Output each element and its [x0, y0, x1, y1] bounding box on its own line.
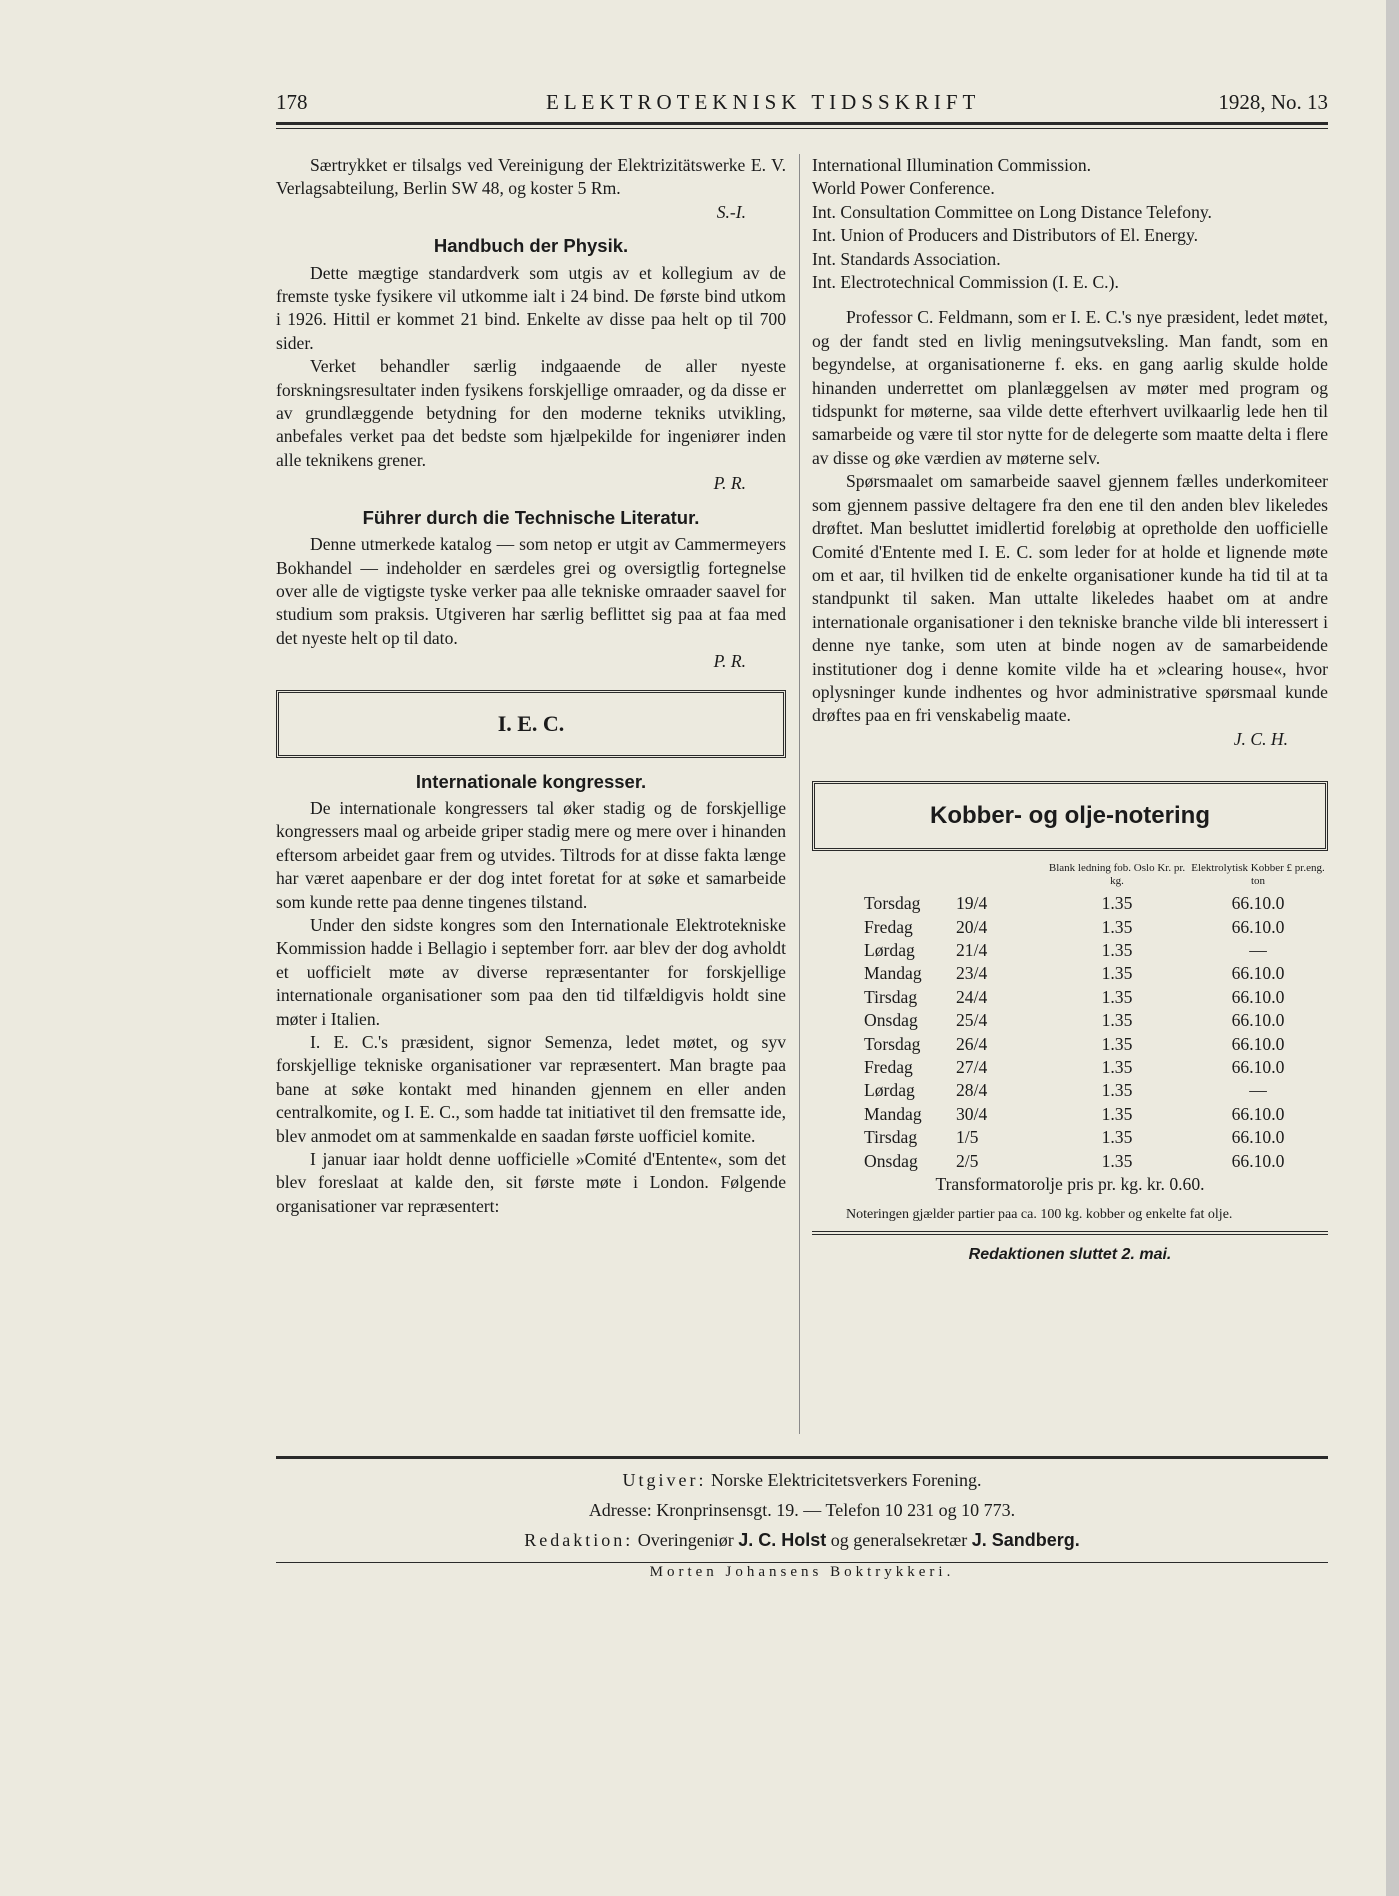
organisation-item: Int. Electrotechnical Commission (I. E. C.). [812, 272, 1119, 293]
kobber-section-box: Kobber- og olje-notering [812, 781, 1328, 851]
header-rule-thin [276, 128, 1328, 129]
publisher-value: Norske Elektricitetsverkers Forening. [711, 1470, 982, 1490]
kongresser-heading: Internationale kongresser. [415, 770, 647, 792]
left-column [276, 154, 786, 1218]
price-table [812, 861, 1328, 1173]
physik-signature: P. R. [713, 473, 746, 494]
organisation-item: Int. Consultation Committee on Long Distance Telefony. [812, 201, 1212, 222]
col-header-elektrolytisk: Elektrolytisk Kobber £ pr.eng. ton [1191, 862, 1325, 888]
masthead-footer [276, 1465, 1328, 1555]
table-row: Lørdag 21/4 1.35 — [864, 939, 1267, 960]
table-row: Fredag 20/4 1.35 66.10.0 [864, 916, 1285, 937]
editor-name-1: J. C. Holst [738, 1530, 827, 1550]
printer-imprint: Morten Johansens Boktrykkeri. [649, 1564, 955, 1580]
organisation-item: World Power Conference. [812, 178, 995, 199]
iec-section-box: I. E. C. [276, 690, 786, 758]
publisher-label: Utgiver: [622, 1470, 707, 1490]
editors-label: Redaktion: [524, 1530, 634, 1550]
transformator-price: Transformatorolje pris pr. kg. kr. 0.60. [935, 1174, 1205, 1195]
right-column [812, 154, 1328, 1267]
physik-paragraph-1: Dette mægtige standardverk som utgis av et kollegium av de fremste tyske fysikere vil utkomme ialt i 24 bind. De første bind utkom i 1926. Hittil er kommet 21 bind. Enkelte av disse paa helt op til 700 sider. [276, 262, 786, 353]
address-value: Kronprinsensgt. 19. — Telefon 10 231 og 10 773. [656, 1500, 1016, 1520]
table-row: Fredag 27/4 1.35 66.10.0 [864, 1057, 1285, 1077]
organisation-item: Int. Standards Association. [812, 248, 1001, 269]
kongresser-paragraph-2: Under den sidste kongres som den Internationale Elektrotekniske Kommission hadde i Bellagio i september forr. aar blev der dog avholdt et uofficielt møte av diverse repræsentanter for forskjellige internationale organisationer som paa den tid tilfældigvis holdt sine møter i Italien. [276, 914, 786, 1029]
table-row: Torsdag 19/4 1.35 66.10.0 [864, 893, 1285, 914]
intro-signature: S.-I. [716, 201, 746, 222]
table-row: Torsdag 26/4 1.35 66.10.0 [864, 1033, 1285, 1054]
printer-rule [276, 1562, 1328, 1563]
closing-rule-2 [812, 1234, 1328, 1235]
kongresser-paragraph-4: I januar iaar holdt denne uofficielle »Comité d'Entente«, som det blev foreslaat at kalde den, sit første møte i London. Følgende organisationer var repræsentert: [276, 1149, 786, 1216]
samarbeide-paragraph: Spørsmaalet om samarbeide saavel gjennem fælles underkomiteer som gjennem passive deltagere fra den ene til den anden blev likeledes drøftet. Man besluttet imidlertid foreløbig at opretholde den uofficielle Comité d'Entente med I. E. C. som leder for at holde et lignende møte om et aar, til hvilken tid de enkelte organisationer kunde ha tid til at ta standpunkt til saken. Man uttalte likeledes haabet om at andre internationale organisationer i den tekniske branche vilde bli interessert i denne nye tanke, som uten at binde nogen av de samarbeidende institutioner dog i denne komite vilde ha et »clearing house«, hvor oplysninger kunde indhentes og hvor administrative spørsmaal kunde drøftes paa en fri venskabelig maate. [812, 471, 1328, 726]
editor-name-2: J. Sandberg. [971, 1530, 1080, 1550]
editors-mid: og generalsekretær [830, 1530, 968, 1550]
fuhrer-signature: P. R. [713, 651, 746, 672]
table-row: Lørdag 28/4 1.35 — [864, 1080, 1267, 1101]
col-header-blank-ledning: Blank ledning fob. Oslo Kr. pr. kg. [1048, 862, 1186, 888]
closing-rule [812, 1231, 1328, 1232]
intro-paragraph: Særtrykket er tilsalgs ved Vereinigung der Elektrizitätswerke E. V. Verlagsabteilung, Berlin SW 48, og koster 5 Rm. [276, 155, 786, 199]
column-separator [799, 154, 800, 1434]
publisher-line [276, 1465, 1328, 1495]
journal-title: ELEKTROTEKNISK TIDSSKRIFT [546, 90, 981, 114]
address-label: Adresse: [588, 1500, 652, 1520]
table-row: Onsdag 2/5 1.35 66.10.0 [864, 1150, 1285, 1171]
organisation-item: International Illumination Commission. [812, 155, 1092, 175]
table-row: Tirsdag 1/5 1.35 66.10.0 [864, 1127, 1285, 1148]
kongresser-paragraph-3: I. E. C.'s præsident, signor Semenza, ledet møtet, og syv forskjellige tekniske organisationer var repræsentert. Man bragte paa bane at søke kontakt med hinanden gjennem en eller anden centralkomite, og I. E. C., som hadde tat initiativet til den fremsatte ide, blev anmodet om at sammenkalde en saadan første uofficiel komite. [276, 1032, 786, 1146]
editorial-closed-note: Redaktionen sluttet 2. mai. [968, 1246, 1172, 1264]
fuhrer-paragraph: Denne utmerkede katalog — som netop er utgit av Cammermeyers Bokhandel — indeholder en særdeles grei og oversigtlig fortegnelse over alle de vigtigste tyske verker paa alle tekniske omraader saavel for studium som praksis. Utgiveren har særlig beflittet sig paa at faa med det nyeste helt op til dato. [276, 534, 786, 648]
header-rule [276, 122, 1328, 125]
organisation-list [812, 154, 1328, 294]
issue-number: 1928, No. 13 [1218, 90, 1328, 114]
table-row: Tirsdag 24/4 1.35 66.10.0 [864, 986, 1285, 1007]
address-line [276, 1495, 1328, 1525]
fuhrer-heading: Führer durch die Technische Literatur. [362, 506, 700, 528]
organisation-item: Int. Union of Producers and Distributors of El. Energy. [812, 225, 1199, 246]
price-note: Noteringen gjælder partier paa ca. 100 kg. kobber og enkelte fat olje. [846, 1207, 1233, 1223]
page-number: 178 [276, 90, 308, 114]
table-row: Onsdag 25/4 1.35 66.10.0 [864, 1010, 1285, 1031]
table-row: Mandag 30/4 1.35 66.10.0 [864, 1103, 1285, 1124]
editors-line [276, 1525, 1328, 1555]
editors-pre: Overingeniør [637, 1530, 734, 1550]
kongresser-paragraph-1: De internationale kongressers tal øker stadig og de forskjellige kongressers maal og arbeide griper stadig mere og mere over i hinanden eftersom arbeidet gaar frem og utvides. Tiltrods for at disse fakta længe har været aapenbare er der dog intet foretat for at søke et samarbeide som kunde rette paa denne tingenes tilstand. [276, 797, 786, 912]
table-row: Mandag 23/4 1.35 66.10.0 [864, 963, 1285, 984]
footer-rule [276, 1456, 1328, 1459]
jch-signature: J. C. H. [1233, 728, 1288, 749]
physik-paragraph-2: Verket behandler særlig indgaaende de aller nyeste forskningsresultater inden fysikens forskjellige omraader, og da disse er av grundlæggende betydning for den moderne tekniks utvikling, anbefales verket paa det bedste som hjælpekilde for ingeniører inden alle teknikens grener. [276, 356, 786, 470]
physik-heading: Handbuch der Physik. [433, 235, 629, 257]
feldmann-paragraph: Professor C. Feldmann, som er I. E. C.'s nye præsident, ledet møtet, og der fandt sted en livlig meningsutveksling. Man fandt, som en begyndelse, at organisationerne f. eks. en gang aarlig skulde holde hinanden underrettet om planlæggelsen av møter med program og tidspunkt for møterne, saa vilde dette efterhvert uvilkaarlig lede hen til samarbeide og være til stor nytte for de delegerte som maatte delta i flere av disse og øke værdien av møterne selv. [812, 307, 1328, 468]
